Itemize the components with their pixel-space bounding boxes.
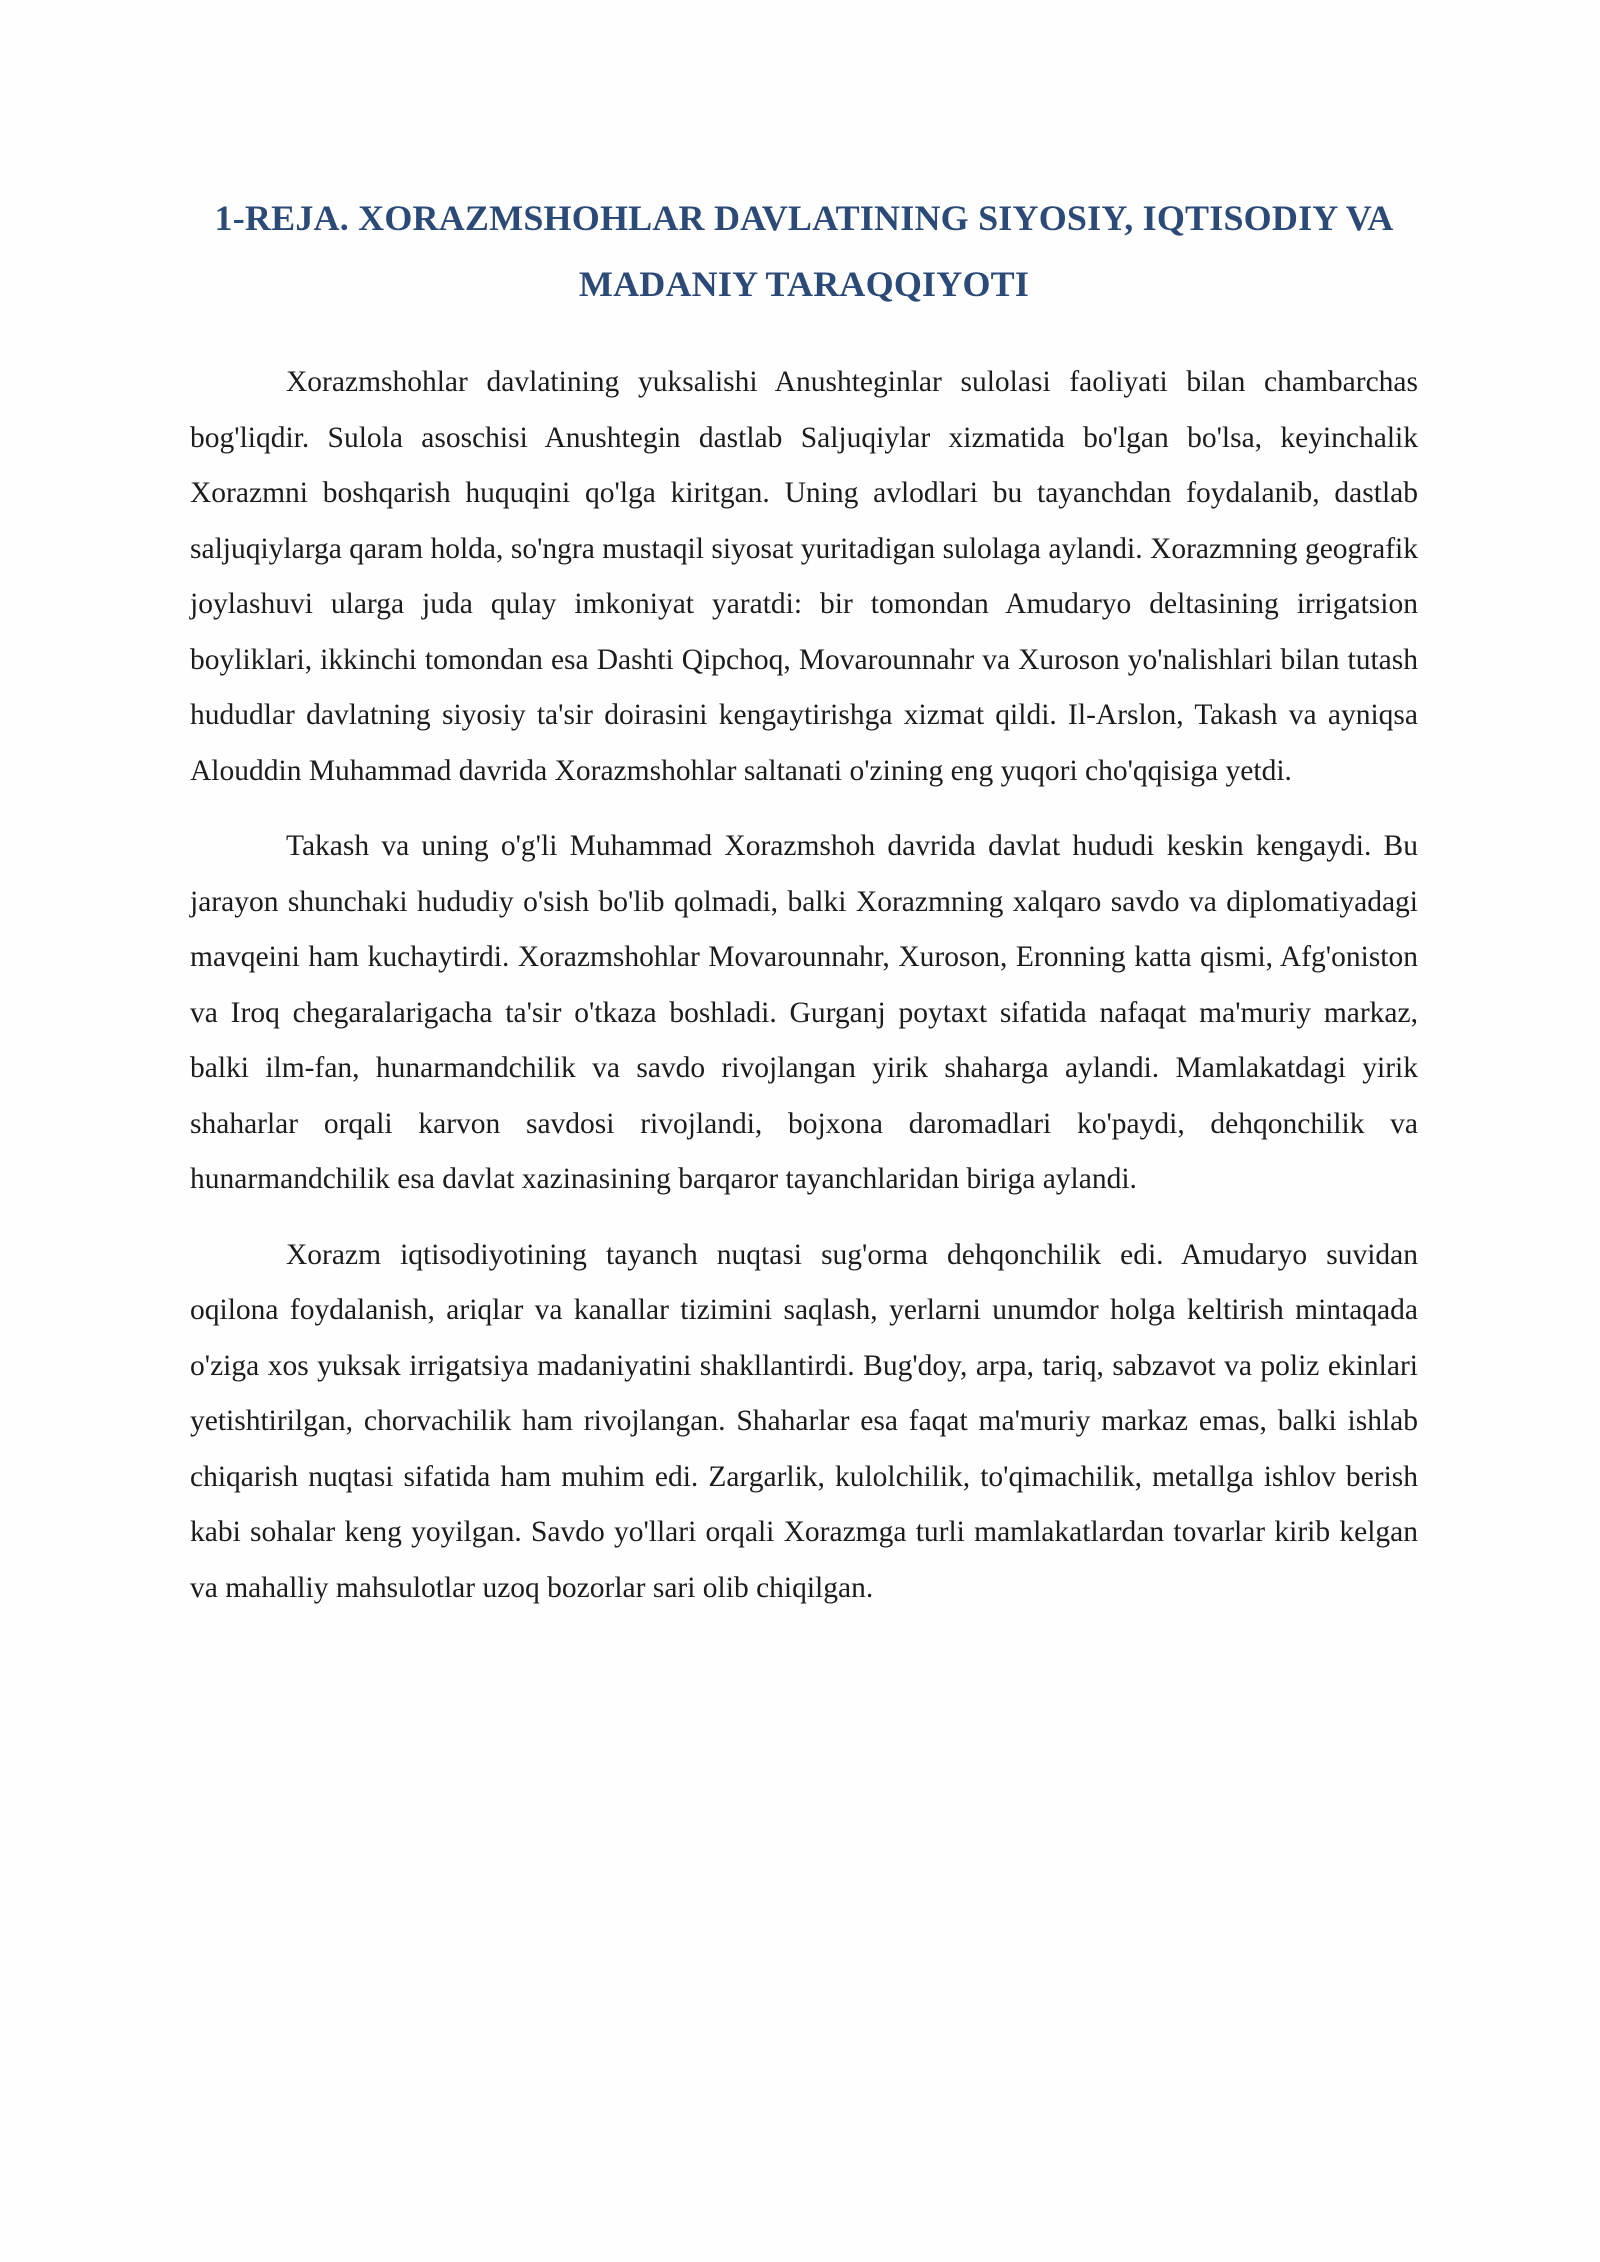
title-line-1: 1-REJA. XORAZMSHOHLAR DAVLATINING SIYOSIY, IQTISODIY VA xyxy=(214,198,1394,238)
paragraph-1: Xorazmshohlar davlatining yuksalishi Anushteginlar sulolasi faoliyati bilan chambarchas bog'liqdir. Sulola asoschisi Anushtegin dastlab Saljuqiylar xizmatida bo'lgan bo'lsa, keyinchalik Xorazmni boshqarish huquqini qo'lga kiritgan. Uning avlodlari bu tayanchdan foydalanib, dastlab saljuqiylarga qaram holda, so'ngra mustaqil siyosat yuritadigan sulolaga aylandi. Xorazmning geografik joylashuvi ularga juda qulay imkoniyat yaratdi: bir tomondan Amudaryo deltasining irrigatsion boyliklari, ikkinchi tomondan esa Dashti Qipchoq, Movarounnahr va Xuroson yo'nalishlari bilan tutash hududlar davlatning siyosiy ta'sir doirasini kengaytirishga xizmat qildi. Il-Arslon, Takash va ayniqsa Alouddin Muhammad davrida Xorazmshohlar saltanati o'zining eng yuqori cho'qqisiga yetdi. xyxy=(190,366,1418,787)
document-body xyxy=(190,355,1418,1616)
document-title xyxy=(190,185,1418,317)
paragraph-2: Takash va uning o'g'li Muhammad Xorazmshoh davrida davlat hududi keskin kengaydi. Bu jarayon shunchaki hududiy o'sish bo'lib qolmadi, balki Xorazmning xalqaro savdo va diplomatiyadagi mavqeini ham kuchaytirdi. Xorazmshohlar Movarounnahr, Xuroson, Eronning katta qismi, Afg'oniston va Iroq chegaralarigacha ta'sir o'tkaza boshladi. Gurganj poytaxt sifatida nafaqat ma'muriy markaz, balki ilm-fan, hunarmandchilik va savdo rivojlangan yirik shaharga aylandi. Mamlakatdagi yirik shaharlar orqali karvon savdosi rivojlandi, bojxona daromadlari ko'paydi, dehqonchilik va hunarmandchilik esa davlat xazinasining barqaror tayanchlaridan biriga aylandi. xyxy=(190,830,1418,1195)
title-line-2: MADANIY TARAQQIYOTI xyxy=(578,264,1030,304)
paragraph-3: Xorazm iqtisodiyotining tayanch nuqtasi sug'orma dehqonchilik edi. Amudaryo suvidan oqilona foydalanish, ariqlar va kanallar tizimini saqlash, yerlarni unumdor holga keltirish mintaqada o'ziga xos yuksak irrigatsiya madaniyatini shakllantirdi. Bug'doy, arpa, tariq, sabzavot va poliz ekinlari yetishtirilgan, chorvachilik ham rivojlangan. Shaharlar esa faqat ma'muriy markaz emas, balki ishlab chiqarish nuqtasi sifatida ham muhim edi. Zargarlik, kulolchilik, to'qimachilik, metallga ishlov berish kabi sohalar keng yoyilgan. Savdo yo'llari orqali Xorazmga turli mamlakatlardan tovarlar kirib kelgan va mahalliy mahsulotlar uzoq bozorlar sari olib chiqilgan. xyxy=(190,1238,1418,1604)
